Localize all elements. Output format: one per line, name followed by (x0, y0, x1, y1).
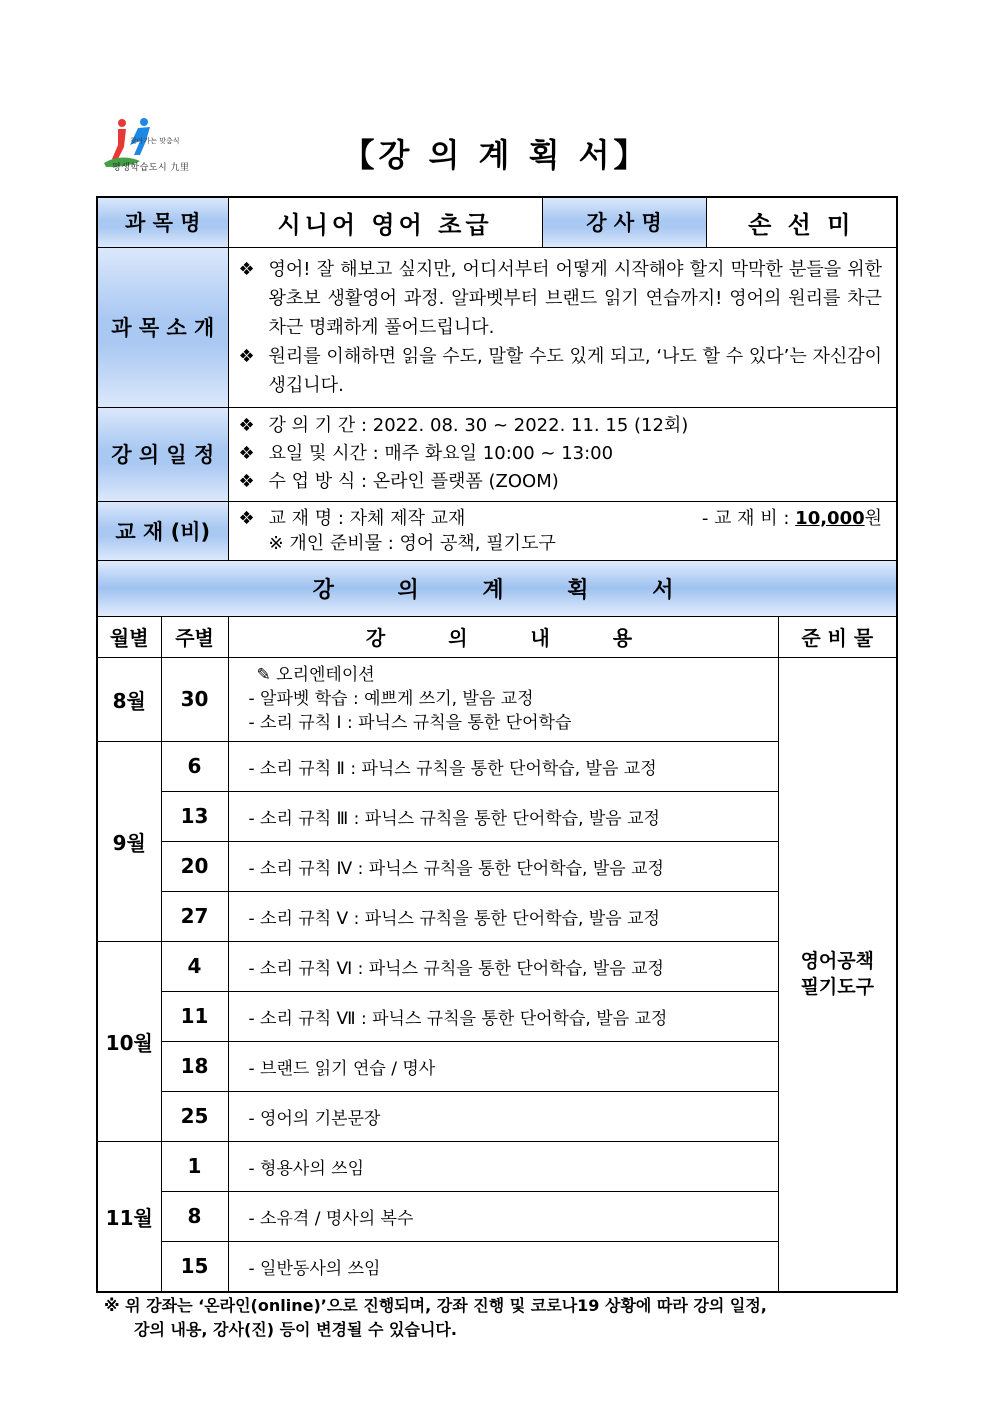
content-cell: - 소유격 / 명사의 복수 (228, 1191, 778, 1241)
prep-cell (778, 657, 897, 1292)
plan-header-row (97, 616, 897, 657)
month-cell: 11월 (97, 1141, 161, 1292)
course-name-value: 시니어 영어 초급 (228, 197, 542, 247)
week-cell: 8 (161, 1191, 228, 1241)
plan-band-title: 강 의 계 획 서 (97, 560, 897, 616)
content-cell: - 형용사의 쓰임 (228, 1141, 778, 1191)
content-line: - 소리 규칙 Ⅰ : 파닉스 규칙을 통한 단어학습 (248, 713, 572, 733)
intro-item (239, 342, 883, 400)
month-cell: 9월 (97, 741, 161, 941)
content-cell: - 소리 규칙 Ⅳ : 파닉스 규칙을 통한 단어학습, 발음 교정 (228, 841, 778, 891)
schedule-content (228, 407, 897, 501)
notice-line: 강의 내용, 강사(진) 등이 변경될 수 있습니다. (134, 1320, 457, 1339)
content-header: 강 의 내 용 (228, 616, 778, 657)
plan-row (97, 1191, 897, 1241)
plan-row (97, 941, 897, 991)
logo-tagline: 찾아가는 맞춤식 (130, 137, 180, 145)
instructor-value: 손 선 미 (706, 197, 897, 247)
notice (104, 1294, 894, 1342)
content-cell: - 소리 규칙 Ⅶ : 파닉스 규칙을 통한 단어학습, 발음 교정 (228, 991, 778, 1041)
plan-row (97, 891, 897, 941)
schedule-row (97, 407, 897, 501)
schedule-item (239, 468, 883, 496)
content-line: - 알파벳 학습 : 예쁘게 쓰기, 발음 교정 (248, 689, 534, 709)
bullet-icon: ❖ (238, 258, 255, 280)
week-cell: 1 (161, 1141, 228, 1191)
textbook-row (97, 501, 897, 560)
week-cell: 15 (161, 1241, 228, 1292)
week-cell: 20 (161, 841, 228, 891)
plan-row (97, 1241, 897, 1292)
textbook-name: 교 재 명 : 자체 제작 교재 (268, 507, 466, 529)
bullet-icon: ❖ (238, 471, 255, 492)
intro-row (97, 247, 897, 407)
orientation-line: ✎ 오리엔테이션 (256, 665, 375, 685)
content-cell: - 일반동사의 쓰임 (228, 1241, 778, 1292)
schedule-item (239, 412, 883, 440)
content-cell: - 브랜드 읽기 연습 / 명사 (228, 1041, 778, 1091)
prep-header: 준 비 물 (778, 616, 897, 657)
textbook-label: 교 재 (비) (97, 501, 228, 560)
notice-line: ※ 위 강좌는 ‘온라인(online)’으로 진행되며, 강좌 진행 및 코로나19 상황에 따라 강의 일정, (104, 1296, 767, 1315)
plan-row (97, 1141, 897, 1191)
plan-row (97, 841, 897, 891)
week-cell: 13 (161, 791, 228, 841)
month-header: 월별 (97, 616, 161, 657)
prep-line: 영어공책 (800, 950, 874, 972)
week-header: 주별 (161, 616, 228, 657)
intro-label: 과 목 소 개 (97, 247, 228, 407)
content-cell: - 소리 규칙 Ⅲ : 파닉스 규칙을 통한 단어학습, 발음 교정 (228, 791, 778, 841)
intro-item (239, 255, 883, 342)
intro-item-text: 원리를 이해하면 읽을 수도, 말할 수도 있게 되고, ‘나도 할 수 있다’는 자신감이 생깁니다. (268, 345, 883, 396)
personal-supplies: ※ 개인 준비물 : 영어 공책, 필기도구 (268, 532, 556, 554)
week-cell: 11 (161, 991, 228, 1041)
week-cell: 30 (161, 657, 228, 741)
intro-content (228, 247, 897, 407)
content-cell: - 소리 규칙 Ⅴ : 파닉스 규칙을 통한 단어학습, 발음 교정 (228, 891, 778, 941)
plan-row (97, 741, 897, 791)
document-title: 【강 의 계 획 서】 (342, 136, 650, 174)
plan-row (97, 991, 897, 1041)
schedule-time: 요일 및 시간 : 매주 화요일 10:00 ~ 13:00 (268, 443, 614, 464)
month-cell: 8월 (97, 657, 161, 741)
textbook-content (228, 501, 897, 560)
plan-row (97, 1041, 897, 1091)
plan-band-row (97, 560, 897, 616)
week-cell: 27 (161, 891, 228, 941)
week-cell: 25 (161, 1091, 228, 1141)
content-cell (228, 657, 778, 741)
textbook-line (239, 506, 883, 531)
plan-row (97, 657, 897, 741)
prep-line: 필기도구 (800, 976, 874, 998)
content-cell: - 소리 규칙 Ⅵ : 파닉스 규칙을 통한 단어학습, 발음 교정 (228, 941, 778, 991)
content-cell: - 소리 규칙 Ⅱ : 파닉스 규칙을 통한 단어학습, 발음 교정 (228, 741, 778, 791)
content-cell: - 영어의 기본문장 (228, 1091, 778, 1141)
textbook-fee-label: - 교 재 비 : (701, 507, 790, 529)
week-cell: 4 (161, 941, 228, 991)
course-row (97, 197, 897, 247)
plan-row (97, 791, 897, 841)
schedule-method: 수 업 방 식 : 온라인 플랫폼 (ZOOM) (268, 471, 559, 492)
schedule-item (239, 440, 883, 468)
textbook-fee-unit: 원 (864, 507, 883, 529)
bullet-icon: ❖ (238, 507, 255, 529)
info-table (96, 196, 898, 1293)
plan-row (97, 1091, 897, 1141)
bullet-icon: ❖ (238, 443, 255, 464)
bullet-icon: ❖ (238, 415, 255, 436)
week-cell: 6 (161, 741, 228, 791)
intro-item-text: 영어! 잘 해보고 싶지만, 어디서부터 어떻게 시작해야 할지 막막한 분들을 위한 왕초보 생활영어 과정. 알파벳부터 브랜드 읽기 연습까지! 영어의 원리를 차근차근 명쾌하게 풀어드립니다. (268, 258, 883, 338)
bullet-icon: ❖ (238, 345, 255, 367)
instructor-label: 강 사 명 (542, 197, 706, 247)
logo-name: 평생학습도시 九里 (112, 163, 190, 173)
course-name-label: 과 목 명 (97, 197, 228, 247)
schedule-label: 강 의 일 정 (97, 407, 228, 501)
lecture-plan-form (96, 196, 896, 1293)
week-cell: 18 (161, 1041, 228, 1091)
month-cell: 10월 (97, 941, 161, 1141)
textbook-fee-value: 10,000 (795, 507, 865, 529)
schedule-period: 강 의 기 간 : 2022. 08. 30 ~ 2022. 11. 15 (12회) (268, 415, 689, 436)
